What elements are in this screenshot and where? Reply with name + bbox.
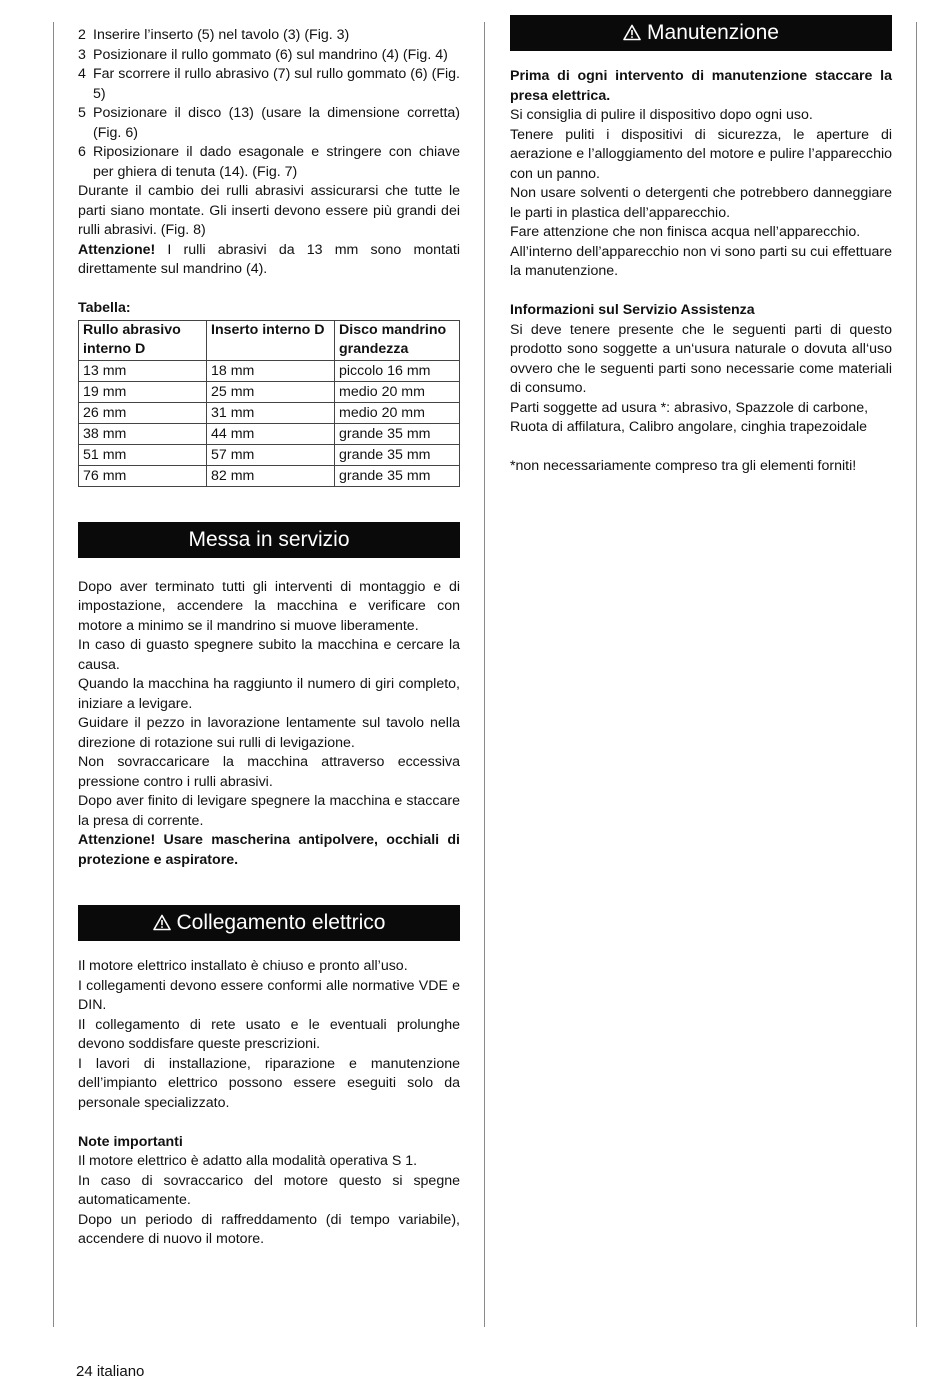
electrical-section (78, 957, 460, 1250)
paragraph: In caso di guasto spegnere subito la macchina e cercare la causa. (78, 637, 460, 673)
table-cell: 18 mm (207, 360, 335, 381)
table-header-cell: Disco mandrino grandezza (335, 320, 460, 360)
assembly-steps-list (78, 26, 460, 182)
table-row (79, 444, 460, 465)
paragraph: All’interno dell’apparecchio non vi sono parti su cui effettuare la manutenzione. (510, 243, 892, 279)
paragraph: In caso di sovraccarico del motore questo si spegne automaticamente. (78, 1172, 460, 1208)
paragraph: Non sovraccaricare la macchina attraverso eccessiva pressione contro i rulli abrasivi. (78, 754, 460, 790)
list-item: 6 Riposizionare il dado esagonale e stringere con chiave per ghiera di tenuta (14). (Fig. 7) (78, 144, 460, 180)
table-cell: 31 mm (207, 402, 335, 423)
paragraph: Quando la macchina ha raggiunto il numero di giri completo, iniziare a levigare. (78, 676, 460, 712)
startup-heading: Messa in servizio (78, 522, 460, 558)
paragraph: I collegamenti devono essere conformi alle normative VDE e DIN. (78, 977, 460, 1013)
safety-warning: Attenzione! Usare mascherina antipolvere, occhiali di protezione e aspiratore. (78, 832, 460, 868)
paragraph: Si consiglia di pulire il dispositivo dopo ogni uso. (510, 107, 813, 123)
column-divider-rule (484, 22, 485, 1327)
table-cell: grande 35 mm (335, 444, 460, 465)
notes-subheading: Note importanti (78, 1133, 183, 1150)
paragraph: Tenere puliti i dispositivi di sicurezza, le aperture di aerazione e l’alloggiamento del motore e pulire l’apparecchio con un panno. (510, 126, 892, 182)
paragraph: Dopo aver finito di levigare spegnere la macchina e staccare la presa di corrente. (78, 793, 460, 829)
table-cell: 57 mm (207, 444, 335, 465)
paragraph: I lavori di installazione, riparazione e manutenzione dell’impianto elettrico possono essere eseguiti solo da personale specializzato. (78, 1055, 460, 1111)
table-cell: grande 35 mm (335, 423, 460, 444)
table-cell: piccolo 16 mm (335, 360, 460, 381)
paragraph: Il collegamento di rete usato e le eventuali prolunghe devono soddisfare queste prescrizioni. (78, 1016, 460, 1052)
table-cell: 26 mm (79, 402, 207, 423)
table-cell: 82 mm (207, 465, 335, 486)
table-cell: 19 mm (79, 381, 207, 402)
paragraph: Dopo un periodo di raffreddamento (di tempo variabile), accendere di nuovo il motore. (78, 1211, 460, 1247)
electrical-heading: Collegamento elettrico (78, 905, 460, 941)
table-header-cell: Inserto interno D (207, 320, 335, 360)
paragraph: Non usare solventi o detergenti che potrebbero danneggiare le parti in plastica dell’apparecchio. (510, 185, 892, 221)
attention-text: I rulli abrasivi da 13 mm sono montati direttamente sul mandrino (4). (78, 241, 460, 277)
table-caption: Tabella: (78, 300, 131, 316)
warning-triangle-icon (153, 914, 171, 931)
paragraph: Dopo aver terminato tutti gli interventi di montaggio e di impostazione, accendere la macchina e verificare con motore a minimo se il mandrino si muove liberamente. (78, 578, 460, 634)
table-row (79, 402, 460, 423)
paragraph: Si deve tenere presente che le seguenti parti di questo prodotto sono soggette a un‘usura naturale o dovuta all‘uso ovvero che le seguenti parti sono necessarie come materiali di consumo. (510, 321, 892, 396)
table-cell: medio 20 mm (335, 402, 460, 423)
right-column (510, 15, 892, 477)
list-item: 2 Inserire l’inserto (5) nel tavolo (3) (Fig. 3) (78, 27, 350, 43)
table-header-row (79, 320, 460, 360)
left-column (78, 26, 460, 1250)
size-table (78, 320, 460, 487)
paragraph: Guidare il pezzo in lavorazione lentamente sul tavolo nella direzione di rotazione sui rulli di levigazione. (78, 715, 460, 751)
page-footer: 24 italiano (76, 1363, 145, 1380)
maintenance-section (510, 67, 892, 477)
table-cell: grande 35 mm (335, 465, 460, 486)
paragraph: Fare attenzione che non finisca acqua nell’apparecchio. (510, 224, 861, 240)
paragraph: Il motore elettrico è adatto alla modalità operativa S 1. (78, 1153, 418, 1169)
table-cell: 76 mm (79, 465, 207, 486)
table-cell: 44 mm (207, 423, 335, 444)
table-row (79, 465, 460, 486)
service-subheading: Informazioni sul Servizio Assistenza (510, 302, 755, 318)
table-cell: 38 mm (79, 423, 207, 444)
table-row (79, 381, 460, 402)
paragraph: Parti soggette ad usura *: abrasivo, Spazzole di carbone, Ruota di affilatura, Calibro angolare, cinghia trapezoidale (510, 399, 869, 435)
left-margin-rule (53, 22, 54, 1327)
table-cell: medio 20 mm (335, 381, 460, 402)
right-margin-rule (916, 22, 917, 1327)
paragraph: Il motore elettrico installato è chiuso e pronto all’uso. (78, 958, 408, 974)
table-row (79, 360, 460, 381)
list-item: 5 Posizionare il disco (13) (usare la dimensione corretta) (Fig. 6) (78, 105, 460, 141)
maintenance-heading: Manutenzione (510, 15, 892, 51)
warning-triangle-icon (623, 24, 641, 41)
footnote: *non necessariamente compreso tra gli elementi forniti! (510, 458, 857, 474)
table-cell: 51 mm (79, 444, 207, 465)
list-item: 4 Far scorrere il rullo abrasivo (7) sul rullo gommato (6) (Fig. 5) (78, 66, 460, 102)
table-cell: 25 mm (207, 381, 335, 402)
startup-section (78, 578, 460, 871)
maintenance-intro: Prima di ogni intervento di manutenzione staccare la presa elettrica. (510, 68, 892, 104)
roller-change-note: Durante il cambio dei rulli abrasivi assicurarsi che tutte le parti siano montate. Gli inserti devono essere più grandi dei rulli abrasivi. (Fig. 8) (78, 183, 460, 238)
table-cell: 13 mm (79, 360, 207, 381)
list-item: 3 Posizionare il rullo gommato (6) sul mandrino (4) (Fig. 4) (78, 46, 448, 63)
attention-label: Attenzione! (78, 241, 156, 258)
attention-note (78, 241, 460, 280)
table-header-cell: Rullo abrasivo interno D (79, 320, 207, 360)
table-row (79, 423, 460, 444)
